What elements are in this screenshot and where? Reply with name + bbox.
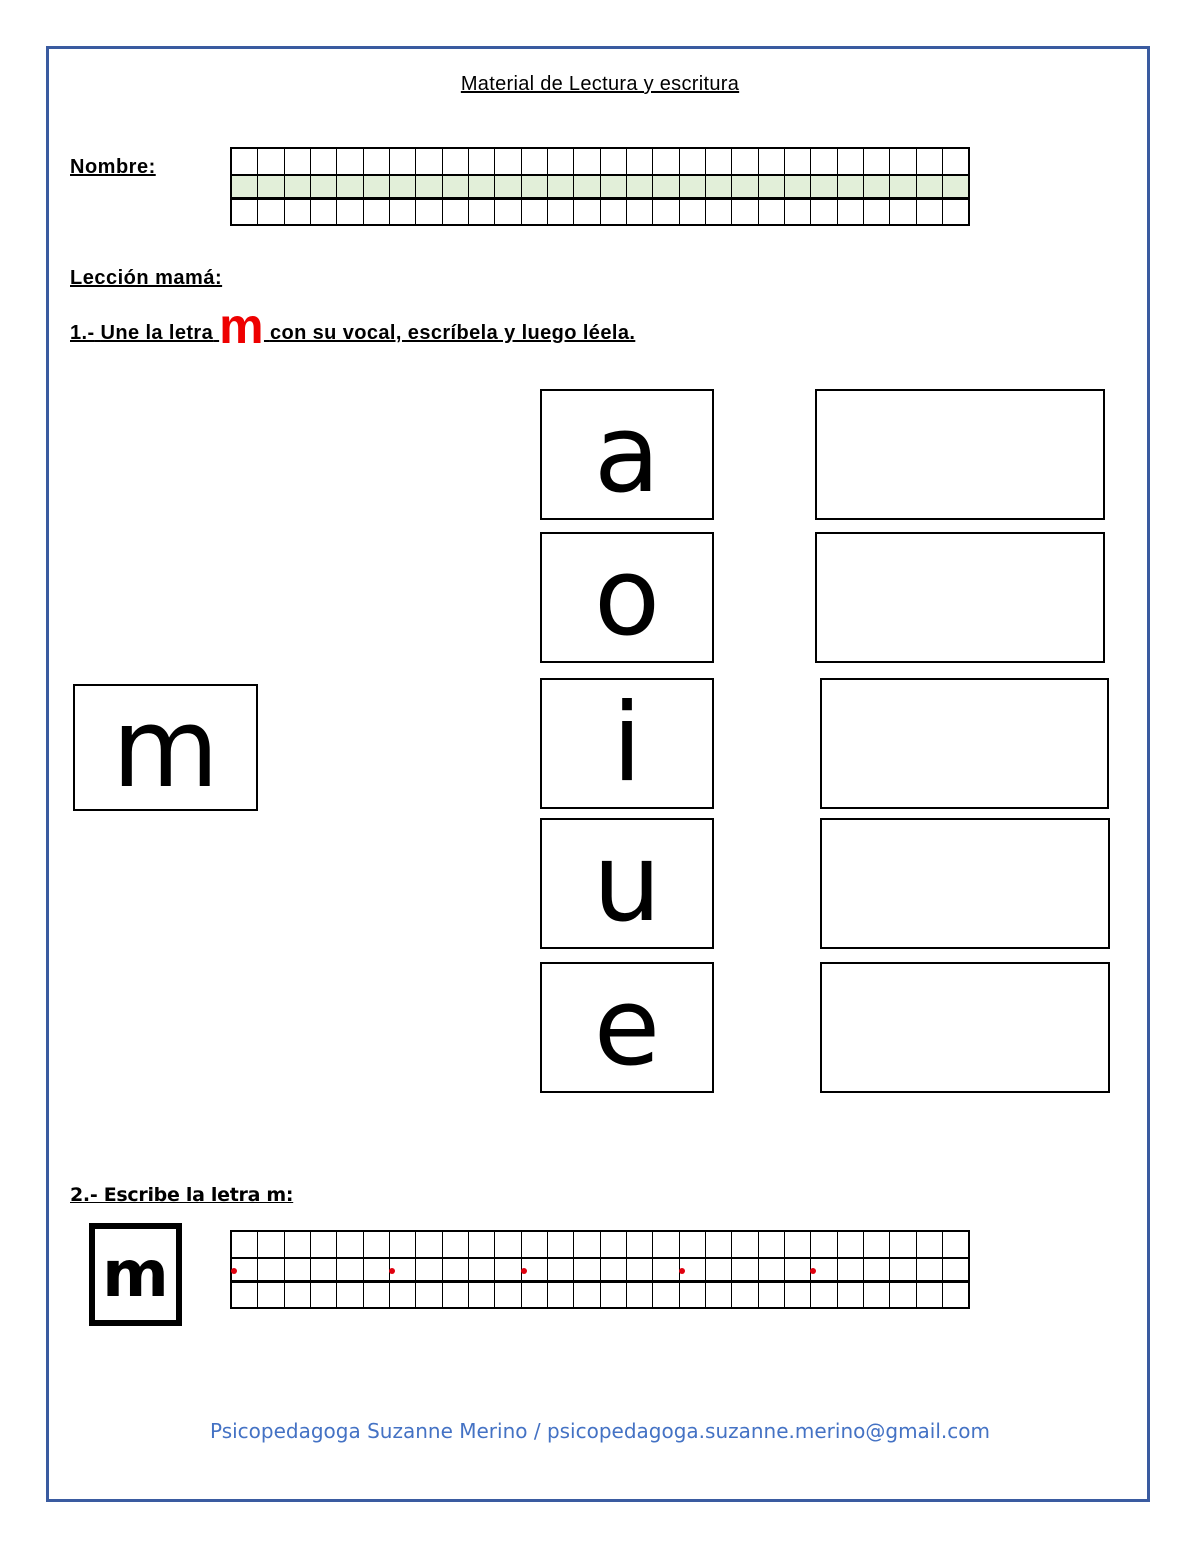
grid-cell (232, 1232, 258, 1257)
grid-cell (232, 149, 258, 174)
grid-cell (627, 176, 653, 197)
grid-cell (258, 176, 284, 197)
grid-cell (864, 1283, 890, 1307)
grid-cell (548, 200, 574, 224)
grid-cell (390, 1259, 416, 1280)
grid-cell (653, 149, 679, 174)
grid-cell (680, 1232, 706, 1257)
grid-cell (258, 1283, 284, 1307)
grid-cell (785, 176, 811, 197)
grid-cell (285, 149, 311, 174)
grid-cell (495, 1232, 521, 1257)
grid-cell (732, 1232, 758, 1257)
grid-cell (337, 149, 363, 174)
grid-cell (680, 200, 706, 224)
grid-cell (390, 176, 416, 197)
grid-cell (785, 1232, 811, 1257)
grid-cell (890, 176, 916, 197)
model-letter: m (102, 1237, 169, 1312)
grid-cell (653, 176, 679, 197)
grid-cell (337, 1259, 363, 1280)
answer-box-1[interactable] (815, 389, 1105, 520)
grid-row-middle (232, 1257, 968, 1282)
grid-cell (627, 200, 653, 224)
grid-cell (574, 149, 600, 174)
grid-cell (416, 1259, 442, 1280)
grid-cell (364, 1259, 390, 1280)
guide-dot-icon (389, 1268, 395, 1274)
vowel-letter: u (592, 820, 662, 946)
grid-cell (601, 1283, 627, 1307)
grid-cell (311, 176, 337, 197)
grid-cell (759, 1232, 785, 1257)
grid-row (232, 199, 968, 224)
grid-cell (706, 1283, 732, 1307)
grid-cell (285, 200, 311, 224)
grid-cell (574, 1232, 600, 1257)
grid-cell (706, 176, 732, 197)
grid-cell (601, 1232, 627, 1257)
grid-cell (258, 1232, 284, 1257)
practice-writing-grid[interactable] (230, 1230, 970, 1309)
grid-cell (311, 149, 337, 174)
grid-cell (337, 200, 363, 224)
grid-cell (443, 200, 469, 224)
grid-cell (574, 1259, 600, 1280)
grid-cell (364, 176, 390, 197)
vowel-box-u[interactable] (540, 818, 714, 949)
grid-cell (574, 176, 600, 197)
grid-row (232, 1232, 968, 1257)
grid-cell (522, 200, 548, 224)
name-writing-grid[interactable] (230, 147, 970, 226)
grid-row (232, 149, 968, 174)
grid-cell (522, 1283, 548, 1307)
grid-cell (706, 1259, 732, 1280)
grid-cell (943, 1283, 968, 1307)
grid-cell (443, 1232, 469, 1257)
grid-cell (232, 200, 258, 224)
grid-cell (838, 149, 864, 174)
grid-cell (258, 1259, 284, 1280)
grid-cell (732, 149, 758, 174)
grid-cell (601, 200, 627, 224)
grid-cell (548, 1232, 574, 1257)
vowel-box-a[interactable] (540, 389, 714, 520)
instruction-1 (70, 298, 636, 354)
grid-cell (495, 200, 521, 224)
leccion-label: Lección mamá: (70, 267, 223, 289)
grid-cell (890, 149, 916, 174)
grid-cell (680, 1259, 706, 1280)
grid-cell (785, 1259, 811, 1280)
grid-cell (917, 176, 943, 197)
grid-cell (443, 176, 469, 197)
grid-cell (469, 176, 495, 197)
grid-cell (706, 149, 732, 174)
grid-cell (548, 1283, 574, 1307)
grid-cell (443, 149, 469, 174)
grid-cell (443, 1259, 469, 1280)
vowel-box-e[interactable] (540, 962, 714, 1093)
grid-cell (811, 176, 837, 197)
answer-box-4[interactable] (820, 818, 1110, 949)
grid-cell (390, 1232, 416, 1257)
grid-cell (732, 200, 758, 224)
grid-cell (390, 200, 416, 224)
grid-cell (653, 200, 679, 224)
grid-cell (890, 200, 916, 224)
grid-cell (838, 1232, 864, 1257)
grid-cell (811, 1232, 837, 1257)
grid-cell (548, 149, 574, 174)
consonant-letter: m (111, 683, 220, 812)
grid-cell (653, 1259, 679, 1280)
grid-row-shaded (232, 174, 968, 199)
grid-cell (680, 149, 706, 174)
grid-cell (864, 1259, 890, 1280)
grid-cell (838, 1283, 864, 1307)
grid-cell (258, 149, 284, 174)
grid-cell (759, 149, 785, 174)
grid-cell (601, 176, 627, 197)
grid-cell (943, 176, 968, 197)
grid-cell (495, 1283, 521, 1307)
grid-cell (548, 176, 574, 197)
grid-cell (732, 176, 758, 197)
grid-cell (495, 176, 521, 197)
grid-cell (469, 200, 495, 224)
grid-cell (311, 200, 337, 224)
grid-cell (864, 1232, 890, 1257)
instruction-1-after: con su vocal, escríbela y luego léela. (269, 322, 636, 344)
grid-cell (917, 1283, 943, 1307)
vowel-letter: a (593, 391, 661, 517)
grid-cell (285, 176, 311, 197)
grid-cell (943, 200, 968, 224)
grid-cell (759, 176, 785, 197)
model-letter-m-box (89, 1223, 182, 1326)
grid-cell (469, 1283, 495, 1307)
grid-cell (390, 1283, 416, 1307)
grid-cell (285, 1259, 311, 1280)
grid-cell (495, 1259, 521, 1280)
grid-cell (416, 176, 442, 197)
grid-cell (311, 1259, 337, 1280)
grid-cell (759, 200, 785, 224)
grid-cell (890, 1283, 916, 1307)
grid-cell (574, 1283, 600, 1307)
grid-cell (416, 149, 442, 174)
grid-cell (864, 200, 890, 224)
grid-cell (732, 1259, 758, 1280)
grid-cell (838, 176, 864, 197)
grid-cell (311, 1283, 337, 1307)
consonant-m-box[interactable] (73, 684, 258, 811)
grid-cell (574, 200, 600, 224)
grid-cell (337, 176, 363, 197)
guide-dot-icon (679, 1268, 685, 1274)
grid-cell (311, 1232, 337, 1257)
grid-cell (548, 1259, 574, 1280)
grid-cell (943, 1259, 968, 1280)
grid-cell (917, 149, 943, 174)
grid-cell (627, 1283, 653, 1307)
grid-cell (416, 1232, 442, 1257)
grid-cell (653, 1283, 679, 1307)
grid-cell (285, 1232, 311, 1257)
grid-cell (838, 200, 864, 224)
grid-cell (522, 1232, 548, 1257)
vowel-letter: e (593, 964, 661, 1090)
grid-cell (364, 149, 390, 174)
grid-cell (706, 200, 732, 224)
instruction-2: 2.- Escribe la letra m: (70, 1184, 294, 1206)
grid-cell (522, 1259, 548, 1280)
grid-row (232, 1282, 968, 1307)
grid-cell (337, 1283, 363, 1307)
grid-cell (416, 1283, 442, 1307)
grid-cell (759, 1283, 785, 1307)
grid-cell (469, 1232, 495, 1257)
grid-cell (469, 149, 495, 174)
grid-cell (890, 1232, 916, 1257)
grid-cell (232, 176, 258, 197)
instruction-1-number: 1.- (70, 322, 95, 344)
grid-cell (864, 176, 890, 197)
grid-cell (364, 1283, 390, 1307)
grid-cell (522, 176, 548, 197)
grid-cell (890, 1259, 916, 1280)
grid-cell (811, 200, 837, 224)
grid-cell (680, 1283, 706, 1307)
grid-cell (917, 1232, 943, 1257)
grid-cell (495, 149, 521, 174)
grid-cell (943, 1232, 968, 1257)
grid-cell (364, 200, 390, 224)
grid-cell (838, 1259, 864, 1280)
grid-cell (390, 149, 416, 174)
grid-cell (811, 1259, 837, 1280)
grid-cell (469, 1259, 495, 1280)
answer-box-5[interactable] (820, 962, 1110, 1093)
grid-cell (285, 1283, 311, 1307)
grid-cell (258, 200, 284, 224)
grid-cell (601, 1259, 627, 1280)
grid-cell (443, 1283, 469, 1307)
grid-cell (653, 1232, 679, 1257)
guide-dot-icon (521, 1268, 527, 1274)
nombre-label: Nombre: (70, 156, 156, 178)
answer-box-3[interactable] (820, 678, 1109, 809)
grid-cell (811, 1283, 837, 1307)
grid-cell (917, 200, 943, 224)
guide-dot-icon (231, 1268, 237, 1274)
vowel-box-o[interactable] (540, 532, 714, 663)
vowel-box-i[interactable] (540, 678, 714, 809)
grid-cell (943, 149, 968, 174)
grid-cell (364, 1232, 390, 1257)
highlighted-letter-m: m (219, 298, 264, 354)
grid-cell (601, 149, 627, 174)
grid-cell (785, 149, 811, 174)
grid-cell (627, 149, 653, 174)
vowel-letter: o (593, 534, 661, 660)
footer-credit: Psicopedagoga Suzanne Merino / psicopedagoga.suzanne.merino@gmail.com (209, 1419, 990, 1443)
answer-box-2[interactable] (815, 532, 1105, 663)
grid-cell (232, 1283, 258, 1307)
grid-cell (732, 1283, 758, 1307)
vowel-letter: i (611, 680, 642, 806)
grid-cell (627, 1232, 653, 1257)
grid-cell (232, 1259, 258, 1280)
grid-cell (917, 1259, 943, 1280)
grid-cell (706, 1232, 732, 1257)
grid-cell (627, 1259, 653, 1280)
grid-cell (785, 1283, 811, 1307)
grid-cell (785, 200, 811, 224)
grid-cell (337, 1232, 363, 1257)
guide-dot-icon (810, 1268, 816, 1274)
grid-cell (680, 176, 706, 197)
page-title: Material de Lectura y escritura (460, 73, 740, 95)
grid-cell (864, 149, 890, 174)
grid-cell (416, 200, 442, 224)
instruction-1-before: Une la letra (100, 322, 214, 344)
grid-cell (759, 1259, 785, 1280)
grid-cell (522, 149, 548, 174)
grid-cell (811, 149, 837, 174)
